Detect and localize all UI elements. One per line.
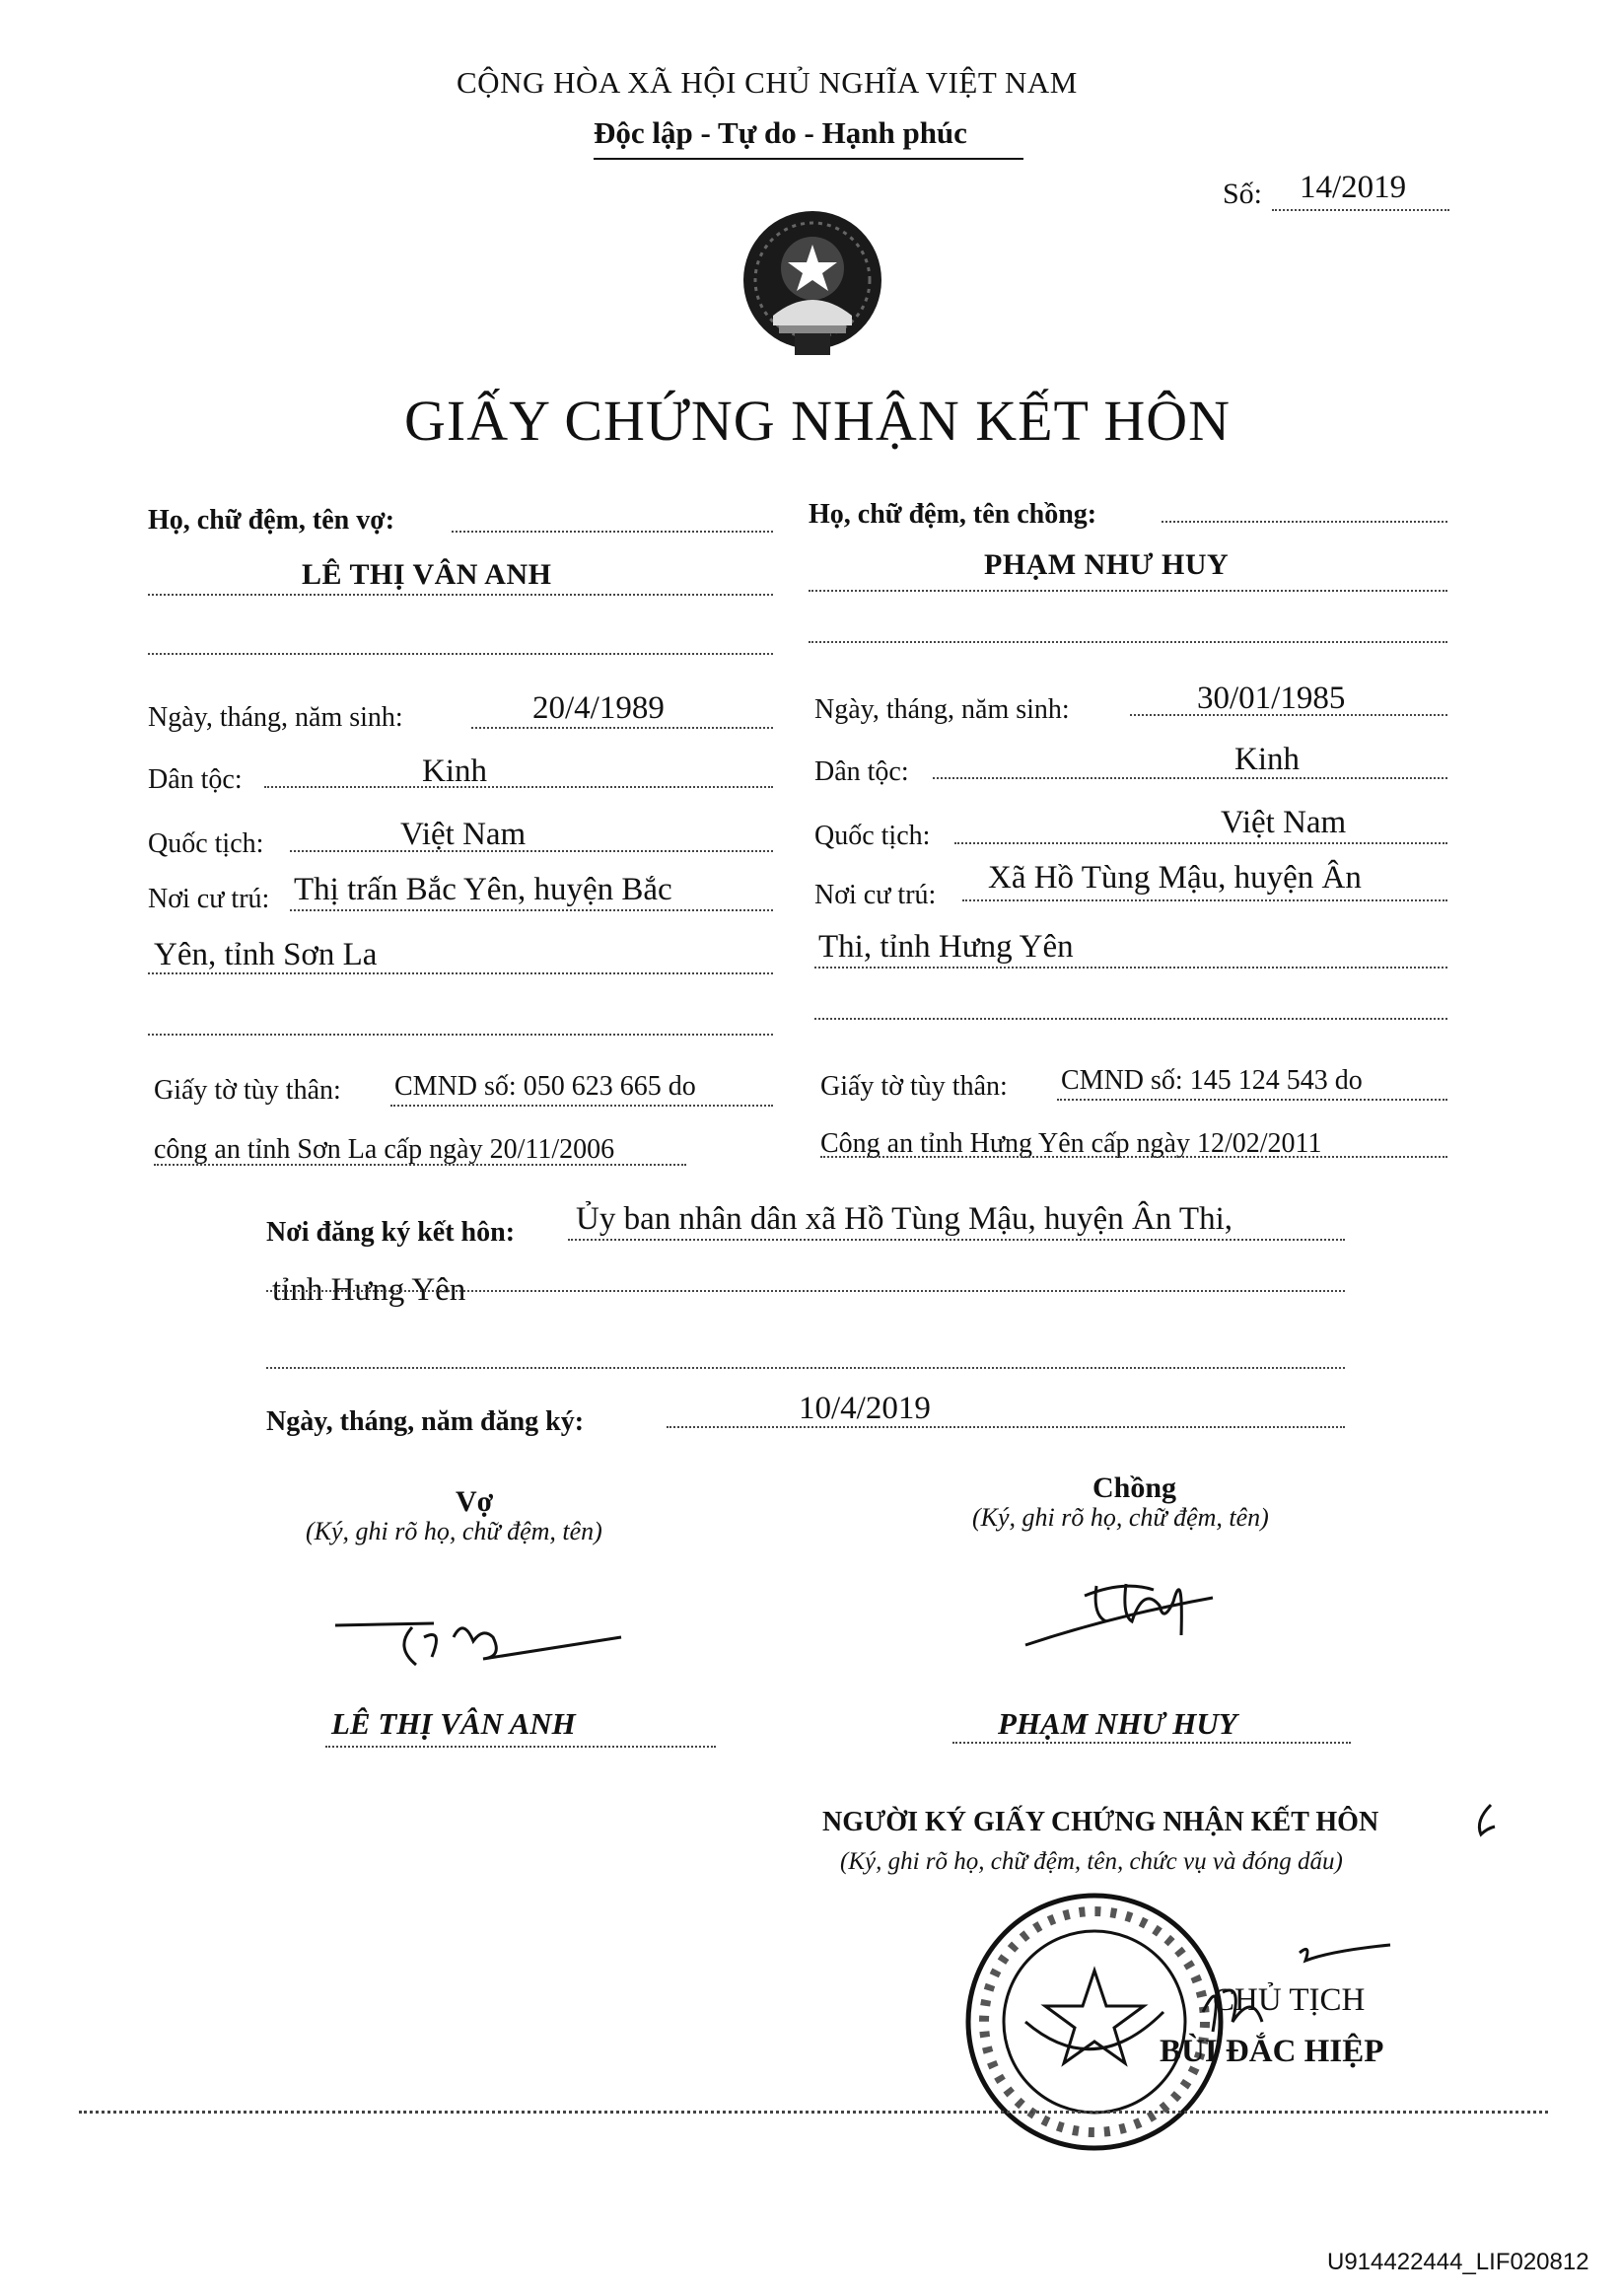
husband-residence-line1: Xã Hồ Tùng Mậu, huyện Ân bbox=[988, 860, 1362, 896]
wife-residence-dots-2 bbox=[148, 972, 773, 974]
registration-place-dots-1 bbox=[568, 1239, 1345, 1241]
husband-signature-icon bbox=[1016, 1546, 1252, 1655]
husband-dob-dots bbox=[1130, 714, 1447, 716]
husband-signature-label: Chồng bbox=[1092, 1471, 1177, 1504]
wife-ethnicity-dots bbox=[264, 786, 773, 788]
wife-signature-label: Vợ bbox=[456, 1485, 494, 1518]
wife-ethnicity: Kinh bbox=[422, 753, 487, 789]
husband-signed-name-dots bbox=[952, 1742, 1351, 1744]
husband-signed-name: PHẠM NHƯ HUY bbox=[998, 1706, 1237, 1741]
husband-nationality-label: Quốc tịch: bbox=[814, 821, 931, 851]
husband-dob-label: Ngày, tháng, năm sinh: bbox=[814, 694, 1070, 725]
wife-name-label-dots bbox=[452, 531, 773, 533]
husband-name: PHẠM NHƯ HUY bbox=[984, 548, 1230, 581]
husband-ethnicity-dots bbox=[933, 777, 1447, 779]
document-title: GIẤY CHỨNG NHẬN KẾT HÔN bbox=[404, 389, 1232, 453]
husband-residence-dots-1 bbox=[962, 899, 1447, 901]
husband-dob: 30/01/1985 bbox=[1197, 681, 1346, 716]
wife-residence-line2: Yên, tỉnh Sơn La bbox=[154, 937, 378, 972]
husband-id-line2: Công an tỉnh Hưng Yên cấp ngày 12/02/2011 bbox=[820, 1128, 1322, 1159]
wife-blank-line bbox=[148, 653, 773, 655]
husband-nationality-dots bbox=[954, 842, 1447, 844]
wife-dob-label: Ngày, tháng, năm sinh: bbox=[148, 702, 403, 733]
wife-residence-label: Nơi cư trú: bbox=[148, 884, 270, 914]
wife-dob: 20/4/1989 bbox=[532, 690, 665, 726]
wife-id-line1: CMND số: 050 623 665 do bbox=[394, 1071, 696, 1102]
wife-id-dots-1 bbox=[390, 1105, 773, 1107]
husband-id-dots-1 bbox=[1057, 1099, 1447, 1101]
wife-signed-name-dots bbox=[325, 1746, 716, 1748]
wife-ethnicity-label: Dân tộc: bbox=[148, 764, 243, 795]
wife-nationality-dots bbox=[290, 850, 773, 852]
husband-nationality: Việt Nam bbox=[1221, 805, 1347, 840]
registration-place-dots-3 bbox=[266, 1367, 1345, 1369]
wife-nationality: Việt Nam bbox=[400, 817, 527, 852]
motto-underline bbox=[594, 158, 1023, 160]
husband-residence-label: Nơi cư trú: bbox=[814, 880, 937, 910]
husband-name-dots bbox=[809, 590, 1447, 592]
wife-name-label: Họ, chữ đệm, tên vợ: bbox=[148, 505, 395, 536]
registration-date-label: Ngày, tháng, năm đăng ký: bbox=[266, 1406, 585, 1437]
husband-id-line1: CMND số: 145 124 543 do bbox=[1061, 1065, 1363, 1096]
number-dots bbox=[1272, 209, 1449, 211]
wife-signed-name: LÊ THỊ VÂN ANH bbox=[331, 1706, 576, 1741]
registration-date-dots bbox=[667, 1426, 1345, 1428]
registration-place-label: Nơi đăng ký kết hôn: bbox=[266, 1217, 516, 1248]
husband-residence-dots-3 bbox=[814, 1018, 1447, 1020]
wife-name: LÊ THỊ VÂN ANH bbox=[302, 558, 552, 591]
initial-mark-icon bbox=[1469, 1801, 1499, 1840]
husband-residence-line2: Thi, tỉnh Hưng Yên bbox=[818, 929, 1074, 965]
document-code: U914422444_LIF020812 bbox=[1327, 2249, 1589, 2275]
official-title: CHỦ TỊCH bbox=[1213, 1982, 1366, 2018]
husband-ethnicity: Kinh bbox=[1234, 742, 1300, 777]
husband-id-label: Giấy tờ tùy thân: bbox=[820, 1071, 1008, 1102]
husband-name-label-dots bbox=[1162, 521, 1447, 523]
wife-nationality-label: Quốc tịch: bbox=[148, 828, 264, 859]
official-signature-note: (Ký, ghi rõ họ, chữ đệm, tên, chức vụ và đóng dấu) bbox=[840, 1848, 1343, 1875]
husband-blank-line bbox=[809, 641, 1447, 643]
wife-signature-note: (Ký, ghi rõ họ, chữ đệm, tên) bbox=[306, 1517, 602, 1545]
official-name: BÙI ĐẮC HIỆP bbox=[1160, 2034, 1384, 2069]
bottom-border-dots bbox=[79, 2111, 1548, 2114]
husband-name-label: Họ, chữ đệm, tên chồng: bbox=[809, 499, 1097, 530]
wife-id-label: Giấy tờ tùy thân: bbox=[154, 1075, 341, 1106]
husband-residence-dots-2 bbox=[814, 967, 1447, 969]
national-emblem-icon bbox=[740, 207, 885, 363]
wife-signature-icon bbox=[325, 1598, 631, 1677]
country-name: CỘNG HÒA XÃ HỘI CHỦ NGHĨA VIỆT NAM bbox=[457, 65, 1078, 100]
official-signature-label: NGƯỜI KÝ GIẤY CHỨNG NHẬN KẾT HÔN bbox=[822, 1807, 1379, 1837]
husband-ethnicity-label: Dân tộc: bbox=[814, 756, 909, 787]
number-value: 14/2019 bbox=[1300, 170, 1407, 205]
wife-residence-dots-3 bbox=[148, 1034, 773, 1036]
wife-id-line2: công an tỉnh Sơn La cấp ngày 20/11/2006 bbox=[154, 1134, 615, 1165]
registration-place-dots-2 bbox=[266, 1290, 1345, 1292]
registration-place-line1: Ủy ban nhân dân xã Hồ Tùng Mậu, huyện Ân Thi, bbox=[576, 1201, 1233, 1237]
wife-residence-line1: Thị trấn Bắc Yên, huyện Bắc bbox=[294, 872, 672, 907]
wife-dob-dots bbox=[471, 727, 773, 729]
registration-place-line2: tỉnh Hưng Yên bbox=[272, 1272, 466, 1308]
national-motto: Độc lập - Tự do - Hạnh phúc bbox=[594, 115, 967, 150]
wife-name-dots bbox=[148, 594, 773, 596]
number-label: Số: bbox=[1223, 178, 1263, 210]
wife-residence-dots-1 bbox=[290, 909, 773, 911]
registration-date: 10/4/2019 bbox=[799, 1391, 931, 1426]
husband-id-dots-2 bbox=[820, 1156, 1447, 1158]
wife-id-dots-2 bbox=[154, 1164, 686, 1166]
husband-signature-note: (Ký, ghi rõ họ, chữ đệm, tên) bbox=[972, 1503, 1269, 1532]
